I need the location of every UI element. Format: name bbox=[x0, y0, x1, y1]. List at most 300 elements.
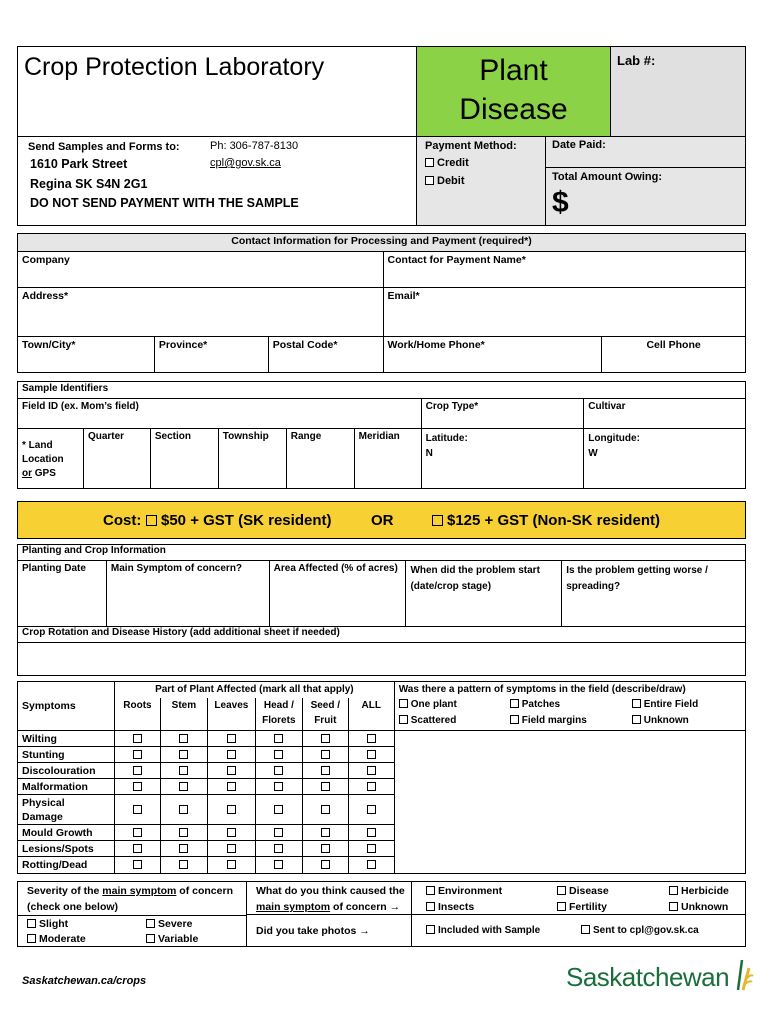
township-field[interactable] bbox=[218, 429, 286, 489]
checkbox-icon[interactable] bbox=[367, 782, 376, 791]
symptom-part-cell[interactable] bbox=[255, 779, 302, 795]
postal-field[interactable] bbox=[268, 337, 383, 373]
symptom-part-cell[interactable] bbox=[160, 795, 207, 825]
symptom-label bbox=[18, 825, 115, 841]
checkbox-icon[interactable] bbox=[321, 750, 330, 759]
planting-table bbox=[17, 544, 746, 676]
symptom-label-1: Mould Growth bbox=[22, 826, 93, 839]
photo-option-label: Sent to cpl@gov.sk.ca bbox=[593, 925, 699, 936]
company-label: Company bbox=[22, 254, 70, 266]
checkbox-icon[interactable] bbox=[179, 844, 188, 853]
symptom-part-cell[interactable] bbox=[302, 857, 348, 874]
land-label-1: * Land bbox=[22, 440, 53, 451]
symptom-part-cell[interactable] bbox=[114, 731, 160, 747]
symptom-label-2: Damage bbox=[22, 810, 63, 823]
checkbox-icon[interactable] bbox=[274, 750, 283, 759]
checkbox-icon[interactable] bbox=[510, 699, 519, 708]
checkbox-icon[interactable] bbox=[426, 925, 435, 934]
symptom-label-1: Stunting bbox=[22, 748, 65, 761]
date-paid-box bbox=[545, 136, 746, 168]
symptom-part-cell[interactable] bbox=[255, 825, 302, 841]
cause-option-label: Herbicide bbox=[681, 885, 729, 897]
severity-option-label: Severe bbox=[158, 918, 193, 930]
checkbox-icon[interactable] bbox=[321, 844, 330, 853]
severity-label-main: main symptom bbox=[102, 885, 177, 897]
work-phone-label: Work/Home Phone* bbox=[387, 339, 485, 351]
checkbox-icon[interactable] bbox=[367, 734, 376, 743]
checkbox-icon[interactable] bbox=[179, 805, 188, 814]
email-link[interactable]: cpl@gov.sk.ca bbox=[210, 157, 281, 169]
checkbox-icon[interactable] bbox=[399, 715, 408, 724]
symptom-part-cell[interactable] bbox=[255, 795, 302, 825]
email-label: Email* bbox=[387, 290, 420, 302]
cell-phone-field[interactable] bbox=[602, 337, 746, 373]
nonsk-option[interactable] bbox=[432, 512, 660, 529]
symptoms-table bbox=[17, 681, 746, 874]
land-label-2: Location bbox=[22, 454, 64, 465]
part-col-leaves bbox=[207, 698, 255, 731]
cost-band bbox=[17, 501, 746, 539]
when-start-field[interactable] bbox=[406, 561, 562, 627]
payment-debit[interactable] bbox=[425, 175, 465, 187]
checkbox-icon[interactable] bbox=[146, 515, 157, 526]
severity-slight[interactable] bbox=[27, 918, 68, 930]
symptom-part-cell[interactable] bbox=[348, 857, 394, 874]
address-field[interactable] bbox=[18, 288, 384, 337]
symptom-part-cell[interactable] bbox=[255, 763, 302, 779]
cause-option-label: Insects bbox=[438, 901, 475, 913]
cause-environment[interactable] bbox=[426, 885, 502, 897]
pattern-option-label: Scattered bbox=[410, 714, 457, 726]
checkbox-icon[interactable] bbox=[27, 919, 36, 928]
symptom-label bbox=[18, 763, 115, 779]
debit-label: Debit bbox=[437, 175, 465, 187]
part-col-label-1: Seed / bbox=[310, 699, 341, 711]
symptom-part-cell[interactable] bbox=[302, 825, 348, 841]
checkbox-icon[interactable] bbox=[227, 844, 236, 853]
sk-option-label: $50 + GST (SK resident) bbox=[161, 512, 332, 529]
symptom-label-1: Wilting bbox=[22, 732, 57, 745]
part-col-stem bbox=[160, 698, 207, 731]
pattern-option-label: Patches bbox=[521, 698, 561, 710]
quarter-field[interactable] bbox=[83, 429, 150, 489]
symptom-part-cell[interactable] bbox=[302, 763, 348, 779]
section-label: Section bbox=[154, 431, 191, 442]
symptom-part-cell[interactable] bbox=[348, 779, 394, 795]
address-label: Address* bbox=[22, 290, 69, 302]
checkbox-icon[interactable] bbox=[179, 750, 188, 759]
cause-option-label: Disease bbox=[569, 885, 609, 897]
checkbox-icon[interactable] bbox=[632, 699, 641, 708]
symptom-part-cell[interactable] bbox=[114, 763, 160, 779]
symptom-part-cell[interactable] bbox=[160, 747, 207, 763]
dollar-sign: $ bbox=[552, 186, 569, 219]
severity-option-label: Variable bbox=[158, 933, 199, 945]
nonsk-option-label: $125 + GST (Non-SK resident) bbox=[447, 512, 660, 529]
symptom-part-cell[interactable] bbox=[302, 747, 348, 763]
worse-label-2: spreading? bbox=[566, 581, 621, 592]
latitude-field[interactable] bbox=[421, 429, 584, 489]
symptom-part-cell[interactable] bbox=[114, 795, 160, 825]
symptom-part-cell[interactable] bbox=[114, 825, 160, 841]
symptom-label bbox=[18, 747, 115, 763]
when-start-label-1: When did the problem start bbox=[410, 565, 540, 576]
no-payment-note: DO NOT SEND PAYMENT WITH THE SAMPLE bbox=[30, 196, 299, 210]
payment-method-label: Payment Method: bbox=[425, 140, 517, 152]
total-owing-box bbox=[545, 167, 746, 226]
checkbox-icon[interactable] bbox=[179, 782, 188, 791]
checkbox-icon[interactable] bbox=[146, 934, 155, 943]
symptom-part-cell[interactable] bbox=[302, 779, 348, 795]
symptom-part-cell[interactable] bbox=[348, 795, 394, 825]
checkbox-icon[interactable] bbox=[367, 828, 376, 837]
pattern-option-label: Entire Field bbox=[643, 698, 699, 710]
part-col-label-2: Florets bbox=[262, 714, 296, 726]
checkbox-icon[interactable] bbox=[133, 750, 142, 759]
section-field[interactable] bbox=[150, 429, 218, 489]
symptom-part-cell[interactable] bbox=[160, 857, 207, 874]
checkbox-icon[interactable] bbox=[274, 766, 283, 775]
cause-disease[interactable] bbox=[557, 885, 609, 897]
checkbox-icon[interactable] bbox=[133, 766, 142, 775]
photo-sent[interactable] bbox=[581, 925, 699, 936]
send-label: Send Samples and Forms to: bbox=[28, 141, 180, 153]
severity-severe[interactable] bbox=[146, 918, 192, 930]
symptom-part-cell[interactable] bbox=[207, 747, 255, 763]
symptom-label-1: Rotting/Dead bbox=[22, 859, 88, 871]
part-header: Part of Plant Affected (mark all that apply) bbox=[114, 682, 394, 698]
symptom-part-cell[interactable] bbox=[207, 857, 255, 874]
checkbox-icon[interactable] bbox=[227, 734, 236, 743]
symptom-part-cell[interactable] bbox=[207, 731, 255, 747]
symptom-part-cell[interactable] bbox=[114, 841, 160, 857]
checkbox-icon[interactable] bbox=[425, 176, 434, 185]
checkbox-icon[interactable] bbox=[227, 805, 236, 814]
severity-label bbox=[27, 885, 233, 897]
severity-label-pre: Severity of the bbox=[27, 885, 103, 897]
checkbox-icon[interactable] bbox=[27, 934, 36, 943]
cause-insects[interactable] bbox=[426, 901, 474, 913]
symptom-part-cell[interactable] bbox=[302, 795, 348, 825]
meridian-field[interactable] bbox=[354, 429, 421, 489]
symptom-label-1: Physical bbox=[22, 796, 65, 809]
symptom-part-cell[interactable] bbox=[348, 841, 394, 857]
checkbox-icon[interactable] bbox=[321, 860, 330, 869]
checkbox-icon[interactable] bbox=[274, 844, 283, 853]
checkbox-icon[interactable] bbox=[632, 715, 641, 724]
symptom-part-cell[interactable] bbox=[207, 763, 255, 779]
checkbox-icon[interactable] bbox=[321, 782, 330, 791]
symptom-label bbox=[18, 795, 115, 825]
symptom-part-cell[interactable] bbox=[207, 779, 255, 795]
planting-title: Planting and Crop Information bbox=[18, 545, 746, 561]
cause-unknown[interactable] bbox=[669, 901, 728, 913]
checkbox-icon[interactable] bbox=[367, 750, 376, 759]
checkbox-icon[interactable] bbox=[133, 844, 142, 853]
symptom-part-cell[interactable] bbox=[207, 825, 255, 841]
part-col-roots bbox=[114, 698, 160, 731]
checkbox-icon[interactable] bbox=[510, 715, 519, 724]
pattern-field-margins[interactable] bbox=[510, 715, 587, 726]
pattern-one-plant[interactable] bbox=[399, 699, 457, 710]
form-type-line2: Disease bbox=[459, 93, 568, 126]
phone: Ph: 306-787-8130 bbox=[210, 140, 299, 152]
township-label: Township bbox=[222, 431, 269, 442]
symptom-label bbox=[18, 857, 115, 874]
cultivar-field[interactable] bbox=[584, 399, 746, 429]
checkbox-icon[interactable] bbox=[367, 766, 376, 775]
logo-text: Saskatchewan bbox=[566, 962, 730, 992]
symptom-part-cell[interactable] bbox=[160, 841, 207, 857]
cause-herbicide[interactable] bbox=[669, 885, 729, 897]
town-field[interactable] bbox=[18, 337, 155, 373]
checkbox-icon[interactable] bbox=[179, 860, 188, 869]
checkbox-icon[interactable] bbox=[274, 734, 283, 743]
checkbox-icon[interactable] bbox=[179, 828, 188, 837]
website-link[interactable]: Saskatchewan.ca/crops bbox=[22, 975, 147, 987]
symptom-part-cell[interactable] bbox=[160, 825, 207, 841]
symptom-part-cell[interactable] bbox=[255, 841, 302, 857]
photos-question-box bbox=[246, 914, 412, 947]
checkbox-icon[interactable] bbox=[133, 828, 142, 837]
address-box bbox=[17, 136, 417, 226]
checkbox-icon[interactable] bbox=[367, 844, 376, 853]
quarter-label: Quarter bbox=[87, 431, 125, 442]
symptom-part-cell[interactable] bbox=[160, 763, 207, 779]
severity-option-label: Moderate bbox=[39, 933, 86, 945]
photo-options-box bbox=[411, 914, 746, 947]
symptom-part-cell[interactable] bbox=[348, 731, 394, 747]
cause-main-symptom: main symptom bbox=[256, 901, 331, 913]
rotation-field[interactable] bbox=[18, 643, 746, 676]
checkbox-icon[interactable] bbox=[367, 805, 376, 814]
part-col-label-1: Leaves bbox=[214, 699, 249, 711]
pattern-header: Was there a pattern of symptoms in the field (describe/draw) bbox=[394, 682, 745, 698]
longitude-dir: W bbox=[588, 448, 598, 459]
field-id-label: Field ID (ex. Mom’s field) bbox=[22, 401, 139, 412]
cause-fertility[interactable] bbox=[557, 901, 607, 913]
part-col-label-1: Roots bbox=[123, 699, 152, 711]
symptom-part-cell[interactable] bbox=[207, 795, 255, 825]
checkbox-icon[interactable] bbox=[146, 919, 155, 928]
sample-title: Sample Identifiers bbox=[18, 382, 746, 399]
checkbox-icon[interactable] bbox=[426, 886, 435, 895]
worse-label-1: Is the problem getting worse / bbox=[566, 565, 708, 576]
part-col-seed bbox=[302, 698, 348, 731]
checkbox-icon[interactable] bbox=[133, 860, 142, 869]
symptom-part-cell[interactable] bbox=[255, 731, 302, 747]
pattern-option-label: Unknown bbox=[643, 714, 689, 726]
saskatchewan-logo bbox=[566, 958, 754, 998]
checkbox-icon[interactable] bbox=[426, 902, 435, 911]
checkbox-icon[interactable] bbox=[367, 860, 376, 869]
checkbox-icon[interactable] bbox=[432, 515, 443, 526]
contact-name-label: Contact for Payment Name* bbox=[387, 254, 526, 266]
checkbox-icon[interactable] bbox=[425, 158, 434, 167]
checkbox-icon[interactable] bbox=[133, 782, 142, 791]
meridian-label: Meridian bbox=[358, 431, 400, 442]
form-type-line1: Plant bbox=[479, 54, 548, 87]
checkbox-icon[interactable] bbox=[321, 766, 330, 775]
contact-table bbox=[17, 233, 746, 373]
symptom-part-cell[interactable] bbox=[348, 763, 394, 779]
checkbox-icon[interactable] bbox=[321, 734, 330, 743]
pattern-options bbox=[394, 698, 745, 731]
payment-method-box bbox=[416, 136, 546, 226]
checkbox-icon[interactable] bbox=[179, 734, 188, 743]
photo-included[interactable] bbox=[426, 925, 540, 936]
checkbox-icon[interactable] bbox=[274, 782, 283, 791]
cause-option-label: Unknown bbox=[681, 901, 729, 913]
planting-date-field[interactable] bbox=[18, 561, 107, 627]
city: Regina SK S4N 2G1 bbox=[30, 177, 148, 191]
field-id-field[interactable] bbox=[18, 399, 422, 429]
longitude-field[interactable] bbox=[584, 429, 746, 489]
lab-number-box bbox=[610, 46, 746, 137]
part-col-label-1: ALL bbox=[361, 699, 381, 711]
crop-type-label: Crop Type* bbox=[425, 401, 479, 412]
total-owing-label: Total Amount Owing: bbox=[552, 171, 662, 183]
checkbox-icon[interactable] bbox=[274, 805, 283, 814]
checkbox-icon[interactable] bbox=[321, 828, 330, 837]
contact-name-field[interactable] bbox=[383, 252, 745, 288]
when-start-label-2: (date/crop stage) bbox=[410, 581, 492, 592]
severity-moderate[interactable] bbox=[27, 933, 86, 945]
credit-label: Credit bbox=[437, 157, 469, 169]
symptoms-label: Symptoms bbox=[18, 682, 115, 731]
land-label-3 bbox=[22, 467, 79, 481]
cause-question-2 bbox=[256, 901, 400, 913]
range-field[interactable] bbox=[286, 429, 354, 489]
province-field[interactable] bbox=[154, 337, 268, 373]
sample-table bbox=[17, 381, 746, 489]
checkbox-icon[interactable] bbox=[669, 902, 678, 911]
pattern-option-label: One plant bbox=[410, 698, 457, 710]
lab-number-label: Lab #: bbox=[617, 53, 656, 68]
cause-option-label: Fertility bbox=[569, 901, 607, 913]
pattern-draw-area[interactable] bbox=[394, 731, 745, 874]
severity-variable[interactable] bbox=[146, 933, 198, 945]
checkbox-icon[interactable] bbox=[581, 925, 590, 934]
checkbox-icon[interactable] bbox=[227, 766, 236, 775]
symptom-part-cell[interactable] bbox=[160, 779, 207, 795]
checkbox-icon[interactable] bbox=[321, 805, 330, 814]
symptom-part-cell[interactable] bbox=[207, 841, 255, 857]
longitude-label: Longitude: bbox=[588, 433, 640, 444]
province-label: Province* bbox=[158, 339, 208, 351]
latitude-label: Latitude: bbox=[425, 433, 468, 444]
pattern-option-label: Field margins bbox=[521, 714, 587, 726]
severity-divider bbox=[18, 915, 246, 916]
symptom-part-cell[interactable] bbox=[302, 841, 348, 857]
symptom-label bbox=[18, 731, 115, 747]
pattern-entire-field[interactable] bbox=[632, 699, 698, 710]
symptom-part-cell[interactable] bbox=[302, 731, 348, 747]
checkbox-icon[interactable] bbox=[274, 828, 283, 837]
photos-question: Did you take photos → bbox=[256, 925, 370, 937]
part-col-label-1: Head / bbox=[263, 699, 294, 711]
postal-label: Postal Code* bbox=[272, 339, 338, 351]
cost-label: Cost: bbox=[103, 512, 142, 529]
planting-date-label: Planting Date bbox=[22, 563, 86, 574]
pattern-patches[interactable] bbox=[510, 699, 560, 710]
or-text: OR bbox=[371, 512, 394, 529]
checkbox-icon[interactable] bbox=[557, 902, 566, 911]
checkbox-icon[interactable] bbox=[179, 766, 188, 775]
checkbox-icon[interactable] bbox=[227, 860, 236, 869]
checkbox-icon[interactable] bbox=[399, 699, 408, 708]
wheat-logo-icon bbox=[732, 958, 754, 992]
cause-option-label: Environment bbox=[438, 885, 503, 897]
gps-label: GPS bbox=[32, 468, 56, 479]
symptom-part-cell[interactable] bbox=[255, 747, 302, 763]
lab-name: Crop Protection Laboratory bbox=[24, 53, 325, 81]
part-col-head bbox=[255, 698, 302, 731]
symptom-part-cell[interactable] bbox=[255, 857, 302, 874]
company-field[interactable] bbox=[18, 252, 384, 288]
pattern-unknown[interactable] bbox=[632, 715, 689, 726]
land-location-label bbox=[18, 429, 84, 489]
severity-box bbox=[17, 881, 247, 947]
symptom-part-cell[interactable] bbox=[114, 779, 160, 795]
symptom-label-1: Malformation bbox=[22, 780, 88, 793]
checkbox-icon[interactable] bbox=[227, 828, 236, 837]
severity-label-post: of concern bbox=[176, 885, 233, 897]
part-col-all bbox=[348, 698, 394, 731]
worse-field[interactable] bbox=[562, 561, 746, 627]
checkbox-icon[interactable] bbox=[133, 805, 142, 814]
symptom-label bbox=[18, 779, 115, 795]
checkbox-icon[interactable] bbox=[557, 886, 566, 895]
cause-options-box bbox=[411, 881, 746, 915]
area-affected-field[interactable] bbox=[269, 561, 406, 627]
main-symptom-field[interactable] bbox=[106, 561, 269, 627]
checkbox-icon[interactable] bbox=[669, 886, 678, 895]
part-col-label-1: Stem bbox=[171, 699, 197, 711]
email-field[interactable] bbox=[383, 288, 745, 337]
form-type-box bbox=[416, 46, 611, 137]
symptom-part-cell[interactable] bbox=[348, 747, 394, 763]
latitude-dir: N bbox=[425, 448, 433, 459]
checkbox-icon[interactable] bbox=[133, 734, 142, 743]
cell-phone-label: Cell Phone bbox=[646, 339, 701, 351]
cause-question-post: of concern → bbox=[330, 901, 401, 913]
severity-option-label: Slight bbox=[39, 918, 69, 930]
street: 1610 Park Street bbox=[30, 157, 128, 171]
crop-type-field[interactable] bbox=[421, 399, 584, 429]
checkbox-icon[interactable] bbox=[227, 750, 236, 759]
symptom-part-cell[interactable] bbox=[160, 731, 207, 747]
range-label: Range bbox=[290, 431, 322, 442]
contact-title: Contact Information for Processing and Payment (required*) bbox=[18, 234, 746, 252]
sk-option[interactable] bbox=[146, 512, 331, 529]
payment-credit[interactable] bbox=[425, 157, 469, 169]
symptom-label-1: Lesions/Spots bbox=[22, 842, 94, 855]
severity-sub: (check one below) bbox=[27, 901, 119, 913]
cultivar-label: Cultivar bbox=[588, 401, 626, 412]
checkbox-icon[interactable] bbox=[274, 860, 283, 869]
pattern-scattered[interactable] bbox=[399, 715, 457, 726]
symptom-part-cell[interactable] bbox=[114, 857, 160, 874]
work-phone-field[interactable] bbox=[383, 337, 602, 373]
photo-option-label: Included with Sample bbox=[438, 925, 541, 936]
checkbox-icon[interactable] bbox=[227, 782, 236, 791]
symptom-part-cell[interactable] bbox=[348, 825, 394, 841]
date-paid-label: Date Paid: bbox=[552, 139, 606, 151]
area-affected-label: Area Affected (% of acres) bbox=[273, 563, 398, 574]
symptom-part-cell[interactable] bbox=[114, 747, 160, 763]
part-col-label-2: Fruit bbox=[314, 714, 337, 726]
